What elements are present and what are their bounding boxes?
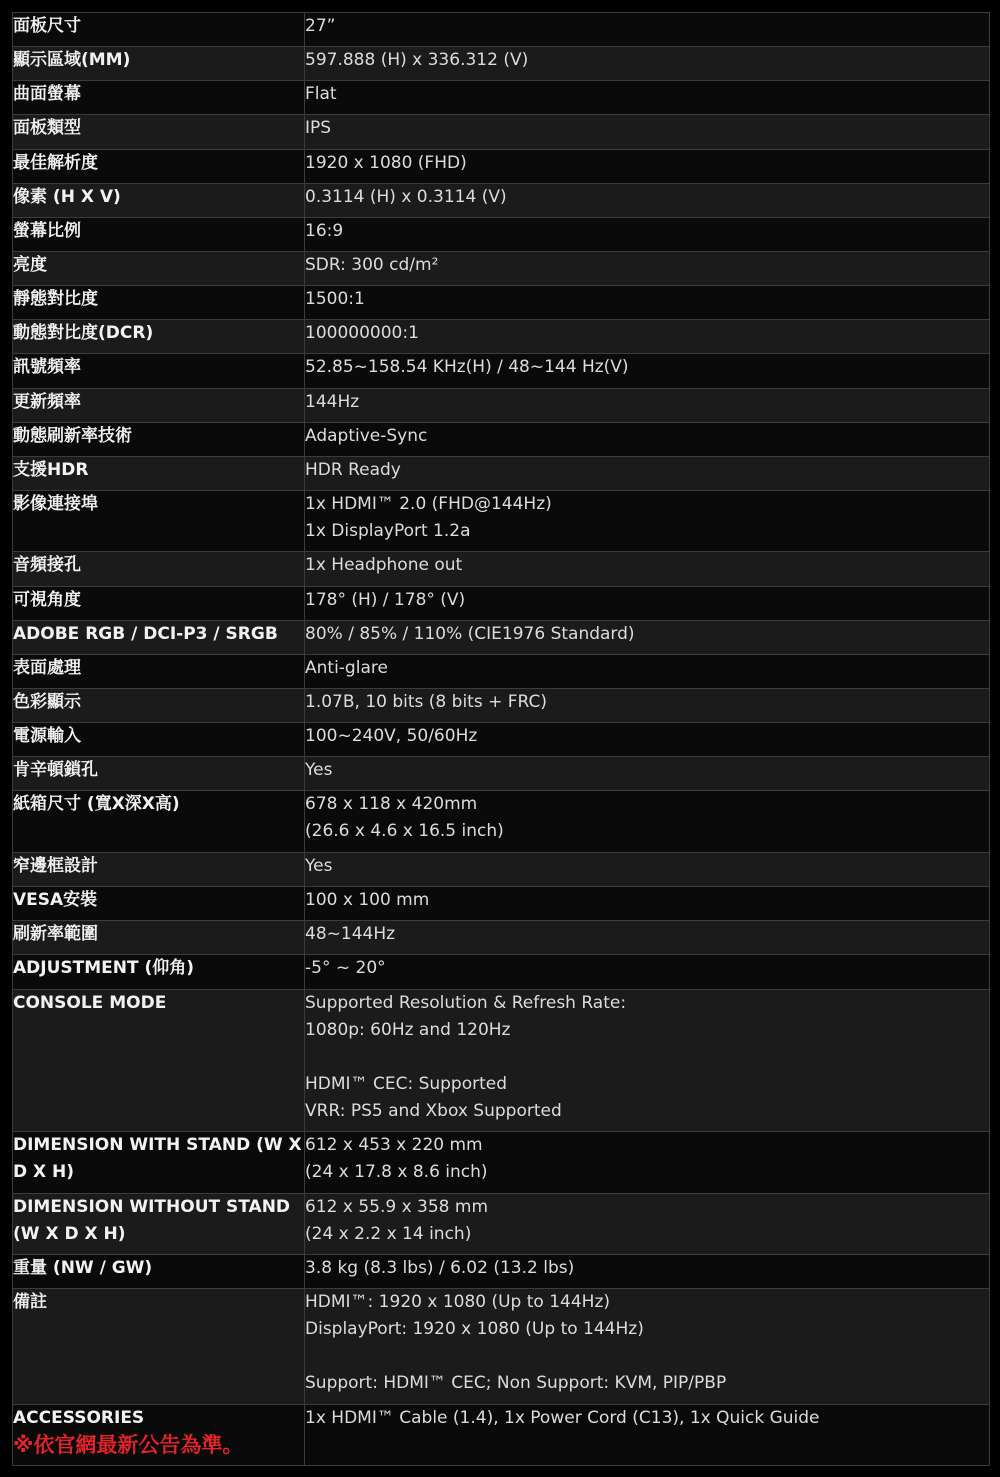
spec-label: 動態對比度(DCR) [13,323,154,344]
spec-label: 支援HDR [13,459,89,480]
spec-value-line: 1920 x 1080 (FHD) [305,152,467,173]
spec-label: ADJUSTMENT (仰角) [13,958,195,979]
spec-label: 面板尺寸 [13,16,81,36]
spec-value-line: HDMI™: 1920 x 1080 (Up to 144Hz) [305,1292,611,1313]
spec-value-line: HDR Ready [305,459,401,480]
spec-label-cell [13,149,305,183]
spec-row [13,791,990,853]
spec-value-line: (24 x 2.2 x 14 inch) [305,1223,472,1244]
spec-row [13,115,990,149]
spec-label: 最佳解析度 [13,152,98,173]
spec-value-line: VRR: PS5 and Xbox Supported [305,1100,562,1121]
spec-row [13,586,990,620]
spec-value-cell [305,47,990,81]
spec-row [13,81,990,115]
spec-label-cell [13,887,305,921]
spec-table-body [13,13,990,1466]
spec-value-cell [305,852,990,886]
spec-label: 顯示區域(MM) [13,50,131,71]
spec-row [13,887,990,921]
spec-row [13,490,990,552]
spec-label-cell [13,852,305,886]
spec-value-cell [305,456,990,490]
spec-value-line: 1x DisplayPort 1.2a [305,520,471,541]
spec-label-cell [13,490,305,552]
spec-value-line: 100 x 100 mm [305,890,430,911]
spec-label: 動態刷新率技術 [13,425,132,446]
spec-value-line: Supported Resolution & Refresh Rate: [305,992,627,1013]
spec-value-cell [305,689,990,723]
spec-label-cell [13,1289,305,1405]
spec-value-cell [305,13,990,47]
spec-label: 亮度 [13,254,47,275]
spec-row [13,1404,990,1466]
spec-label-cell [13,552,305,586]
spec-value-line: -5° ~ 20° [305,958,386,979]
spec-row [13,13,990,47]
spec-value-cell [305,183,990,217]
spec-value-line: 597.888 (H) x 336.312 (V) [305,50,529,71]
spec-value-line: SDR: 300 cd/m² [305,254,439,275]
spec-row [13,552,990,586]
spec-label-cell [13,286,305,320]
spec-value-cell [305,552,990,586]
spec-label-cell [13,1404,305,1466]
spec-label-cell [13,320,305,354]
spec-label: 影像連接埠 [13,493,98,514]
spec-value-line: 144Hz [305,391,360,412]
spec-row [13,456,990,490]
spec-value-line: Adaptive-Sync [305,425,428,446]
spec-row [13,422,990,456]
spec-value-cell [305,620,990,654]
spec-label: 重量 (NW / GW) [13,1258,153,1279]
spec-value-line: Yes [305,760,333,781]
spec-value-cell [305,251,990,285]
spec-value-cell [305,791,990,853]
spec-value-cell [305,586,990,620]
spec-row [13,183,990,217]
spec-value-cell [305,149,990,183]
spec-value-line: 1x Headphone out [305,555,463,576]
spec-label-cell [13,47,305,81]
spec-label-cell [13,586,305,620]
spec-label: 更新頻率 [13,391,81,412]
spec-value-line: Support: HDMI™ CEC; Non Support: KVM, PIP/PBP [305,1373,727,1394]
spec-label-cell [13,81,305,115]
spec-value-cell [305,921,990,955]
spec-value-line: 678 x 118 x 420mm [305,794,478,815]
spec-label: 電源輸入 [13,726,81,747]
spec-row [13,354,990,388]
spec-label-cell [13,757,305,791]
spec-label: 螢幕比例 [13,220,81,241]
spec-value-line: 1.07B, 10 bits (8 bits + FRC) [305,692,547,713]
spec-value-line: 612 x 55.9 x 358 mm [305,1196,489,1217]
spec-label: 紙箱尺寸 (寬X深X高) [13,794,180,815]
spec-label: 窄邊框設計 [13,855,98,876]
spec-label-cell [13,251,305,285]
spec-value-line [305,1044,989,1071]
spec-label-cell [13,1193,305,1255]
spec-value-line: Yes [305,855,333,876]
spec-label: 像素 (H X V) [13,186,121,207]
spec-value-line: 612 x 453 x 220 mm [305,1135,483,1156]
spec-value-line: 100~240V, 50/60Hz [305,726,478,747]
spec-value-cell [305,1255,990,1289]
spec-value-line: (24 x 17.8 x 8.6 inch) [305,1162,488,1183]
spec-label-cell [13,723,305,757]
spec-label: DIMENSION WITH STAND (W X D X H) [13,1135,302,1183]
spec-row [13,320,990,354]
spec-value-cell [305,422,990,456]
spec-row [13,1289,990,1405]
spec-value-line: 1500:1 [305,289,365,310]
spec-value-cell [305,955,990,989]
spec-value-line: 52.85~158.54 KHz(H) / 48~144 Hz(V) [305,357,629,378]
spec-row [13,1255,990,1289]
official-notice-note: ※依官網最新公告為準。 [13,1432,244,1457]
spec-row [13,757,990,791]
spec-value-line: 80% / 85% / 110% (CIE1976 Standard) [305,623,635,644]
spec-value-line: 1x HDMI™ 2.0 (FHD@144Hz) [305,493,552,514]
spec-row [13,989,990,1132]
spec-row [13,723,990,757]
spec-value-line: 178° (H) / 178° (V) [305,589,466,610]
spec-row [13,921,990,955]
spec-value-cell [305,723,990,757]
spec-value-cell [305,81,990,115]
spec-label-cell [13,456,305,490]
spec-value-line: DisplayPort: 1920 x 1080 (Up to 144Hz) [305,1319,644,1340]
spec-value-line: 0.3114 (H) x 0.3114 (V) [305,186,507,207]
spec-label: CONSOLE MODE [13,992,167,1013]
spec-label: 備註 [13,1292,47,1313]
spec-label-cell [13,989,305,1132]
spec-label-cell [13,620,305,654]
spec-value-line: 27” [305,16,336,36]
spec-label-cell [13,689,305,723]
spec-label-cell [13,791,305,853]
spec-value-cell [305,115,990,149]
spec-value-line: 48~144Hz [305,924,396,945]
spec-row [13,955,990,989]
spec-label: 曲面螢幕 [13,84,81,105]
spec-label: VESA安裝 [13,890,98,911]
spec-label: ADOBE RGB / DCI-P3 / SRGB [13,623,278,644]
spec-label-cell [13,13,305,47]
spec-table [12,12,990,1466]
spec-row [13,286,990,320]
spec-value-cell [305,887,990,921]
spec-label: 訊號頻率 [13,357,81,378]
spec-label-cell [13,422,305,456]
spec-label-cell [13,921,305,955]
spec-label-cell [13,115,305,149]
spec-value-cell [305,354,990,388]
spec-row [13,1132,990,1194]
spec-row [13,149,990,183]
spec-row [13,1193,990,1255]
spec-row [13,47,990,81]
spec-row [13,654,990,688]
spec-value-line: IPS [305,118,332,139]
spec-value-line: HDMI™ CEC: Supported [305,1073,508,1094]
spec-value-cell [305,490,990,552]
spec-label: ACCESSORIES [13,1407,145,1428]
spec-value-line [305,1343,989,1370]
spec-label: 音頻接孔 [13,555,81,576]
spec-label-cell [13,388,305,422]
spec-row [13,689,990,723]
spec-value-line: (26.6 x 4.6 x 16.5 inch) [305,821,504,842]
spec-label: 刷新率範圍 [13,924,98,945]
spec-label: 面板類型 [13,118,81,139]
spec-value-cell [305,654,990,688]
spec-row [13,217,990,251]
spec-row [13,620,990,654]
spec-value-cell [305,217,990,251]
spec-value-cell [305,1132,990,1194]
spec-value-line: 1x HDMI™ Cable (1.4), 1x Power Cord (C13), 1x Quick Guide [305,1407,820,1428]
spec-label: 表面處理 [13,657,81,678]
spec-label: 肯辛頓鎖孔 [13,760,98,781]
spec-label: 色彩顯示 [13,692,81,713]
spec-value-cell [305,1289,990,1405]
spec-value-cell [305,757,990,791]
spec-label-cell [13,1132,305,1194]
spec-value-cell [305,989,990,1132]
spec-label-cell [13,654,305,688]
spec-value-line: 3.8 kg (8.3 lbs) / 6.02 (13.2 lbs) [305,1258,575,1279]
spec-value-line: 100000000:1 [305,323,419,344]
spec-row [13,852,990,886]
spec-value-cell [305,1193,990,1255]
spec-label-cell [13,1255,305,1289]
spec-label-cell [13,955,305,989]
spec-value-cell [305,388,990,422]
spec-row [13,388,990,422]
spec-label: 靜態對比度 [13,289,98,310]
spec-value-line: 16:9 [305,220,344,241]
spec-label-cell [13,183,305,217]
spec-value-cell [305,320,990,354]
spec-value-line: 1080p: 60Hz and 120Hz [305,1019,511,1040]
spec-label-cell [13,354,305,388]
spec-value-line: Anti-glare [305,657,388,678]
spec-label: DIMENSION WITHOUT STAND (W X D X H) [13,1196,291,1244]
spec-value-cell [305,286,990,320]
spec-label-cell [13,217,305,251]
spec-value-cell [305,1404,990,1466]
spec-value-line: Flat [305,84,337,105]
spec-row [13,251,990,285]
spec-label: 可視角度 [13,589,81,610]
